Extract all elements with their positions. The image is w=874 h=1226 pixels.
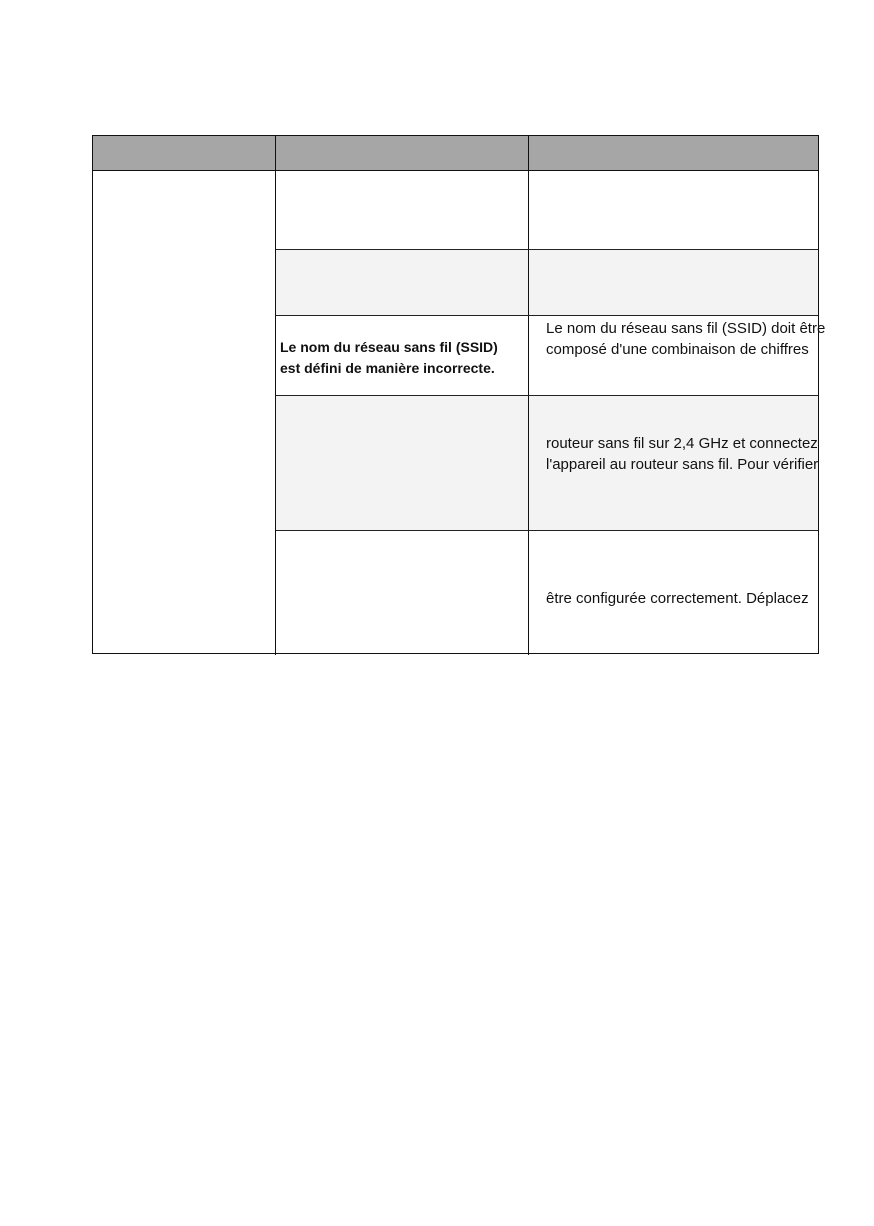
row-divider [276,530,818,531]
cause-text-line: est défini de manière incorrecte. [280,360,495,376]
table-row-shade [276,250,818,315]
table-header-row [93,136,818,171]
solution-text-line: composé d'une combinaison de chiffres [546,341,809,358]
row-divider [276,315,818,316]
solution-text-line: l'appareil au routeur sans fil. Pour vérifier [546,456,819,473]
row-divider [276,249,818,250]
solution-text-line: être configurée correctement. Déplacez [546,590,809,607]
solution-text-line: Le nom du réseau sans fil (SSID) doit être [546,320,826,337]
cause-text-line: Le nom du réseau sans fil (SSID) [280,339,498,355]
row-divider [276,395,818,396]
solution-text-line: routeur sans fil sur 2,4 GHz et connectez [546,435,818,452]
troubleshooting-table [92,135,826,654]
